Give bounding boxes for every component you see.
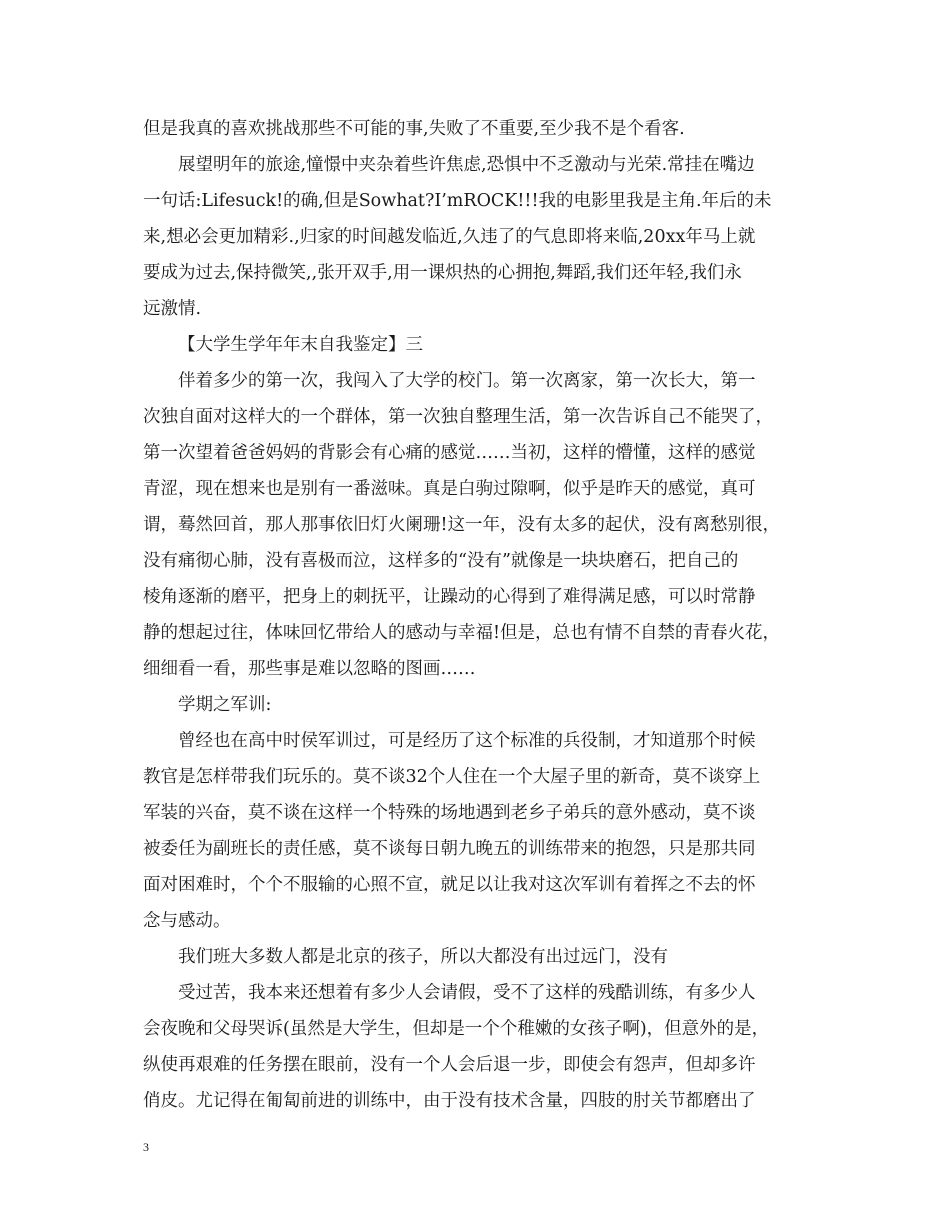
text-line: 静的想起过往，体味回忆带给人的感动与幸福!但是，总也有情不自禁的青春火花，: [143, 623, 781, 643]
text-line: 俏皮。尤记得在匍匐前进的训练中，由于没有技术含量，四肢的肘关节都磨出了: [143, 1091, 756, 1111]
text-line: 军装的兴奋，莫不谈在这样一个特殊的场地遇到老乡子弟兵的意外感动，莫不谈: [143, 803, 756, 823]
text-line: 会夜晚和父母哭诉(虽然是大学生，但却是一个个稚嫩的女孩子啊)，但意外的是，: [143, 1019, 770, 1039]
text-line: 远激情.: [143, 299, 202, 319]
text-line: 曾经也在高中时侯军训过，可是经历了这个标准的兵役制，才知道那个时候: [178, 731, 756, 751]
text-line: 念与感动。: [143, 911, 231, 931]
text-line: 纵使再艰难的任务摆在眼前，没有一个人会后退一步，即使会有怨声，但却多许: [143, 1055, 756, 1075]
text-line: 次独自面对这样大的一个群体，第一次独自整理生活，第一次告诉自己不能哭了，: [143, 407, 773, 427]
section-heading: 【大学生学年年末自我鉴定】三: [178, 335, 423, 355]
text-line: 谓，蓦然回首，那人那事依旧灯火阑珊!这一年，没有太多的起伏，没有离愁别很，: [143, 515, 781, 535]
text-line: 要成为过去,保持微笑,,张开双手,用一课炽热的心拥抱,舞蹈,我们还年轻,我们永: [143, 263, 742, 283]
text-line: 一句话:Lifesuck!的确,但是Sowhat?I’mROCK!!!我的电影里我是主角.年后的未: [143, 191, 772, 211]
text-line: 没有痛彻心肺，没有喜极而泣，这样多的“没有”就像是一块块磨石，把自己的: [143, 551, 739, 571]
text-line: 被委任为副班长的责任感，莫不谈每日朝九晚五的训练带来的抱怨，只是那共同: [143, 839, 756, 859]
text-line: 受过苦，我本来还想着有多少人会请假，受不了这样的残酷训练，有多少人: [178, 983, 756, 1003]
text-line: 展望明年的旅途,憧憬中夹杂着些许焦虑,恐惧中不乏激动与光荣.常挂在嘴边: [178, 155, 755, 175]
text-line: 我们班大多数人都是北京的孩子，所以大都没有出过远门，没有: [178, 947, 668, 967]
text-line: 来,想必会更加精彩.,归家的时间越发临近,久违了的气息即将来临,20xx年马上就: [143, 227, 756, 247]
text-line: 第一次望着爸爸妈妈的背影会有心痛的感觉……当初，这样的懵懂，这样的感觉: [143, 443, 756, 463]
page-number: 3: [143, 1140, 149, 1154]
text-line: 面对困难时，个个不服输的心照不宣，就足以让我对这次军训有着挥之不去的怀: [143, 875, 756, 895]
text-line: 细细看一看，那些事是难以忽略的图画……: [143, 659, 476, 679]
text-line: 但是我真的喜欢挑战那些不可能的事,失败了不重要,至少我不是个看客.: [143, 119, 685, 139]
text-line: 棱角逐渐的磨平，把身上的刺抚平，让躁动的心得到了难得满足感，可以时常静: [143, 587, 756, 607]
subsection-heading: 学期之军训:: [178, 695, 272, 715]
text-line: 教官是怎样带我们玩乐的。莫不谈32个人住在一个大屋子里的新奇，莫不谈穿上: [143, 767, 761, 787]
text-line: 青涩，现在想来也是别有一番滋味。真是白驹过隙啊，似乎是昨天的感觉，真可: [143, 479, 756, 499]
text-line: 伴着多少的第一次，我闯入了大学的校门。第一次离家，第一次长大，第一: [178, 371, 756, 391]
